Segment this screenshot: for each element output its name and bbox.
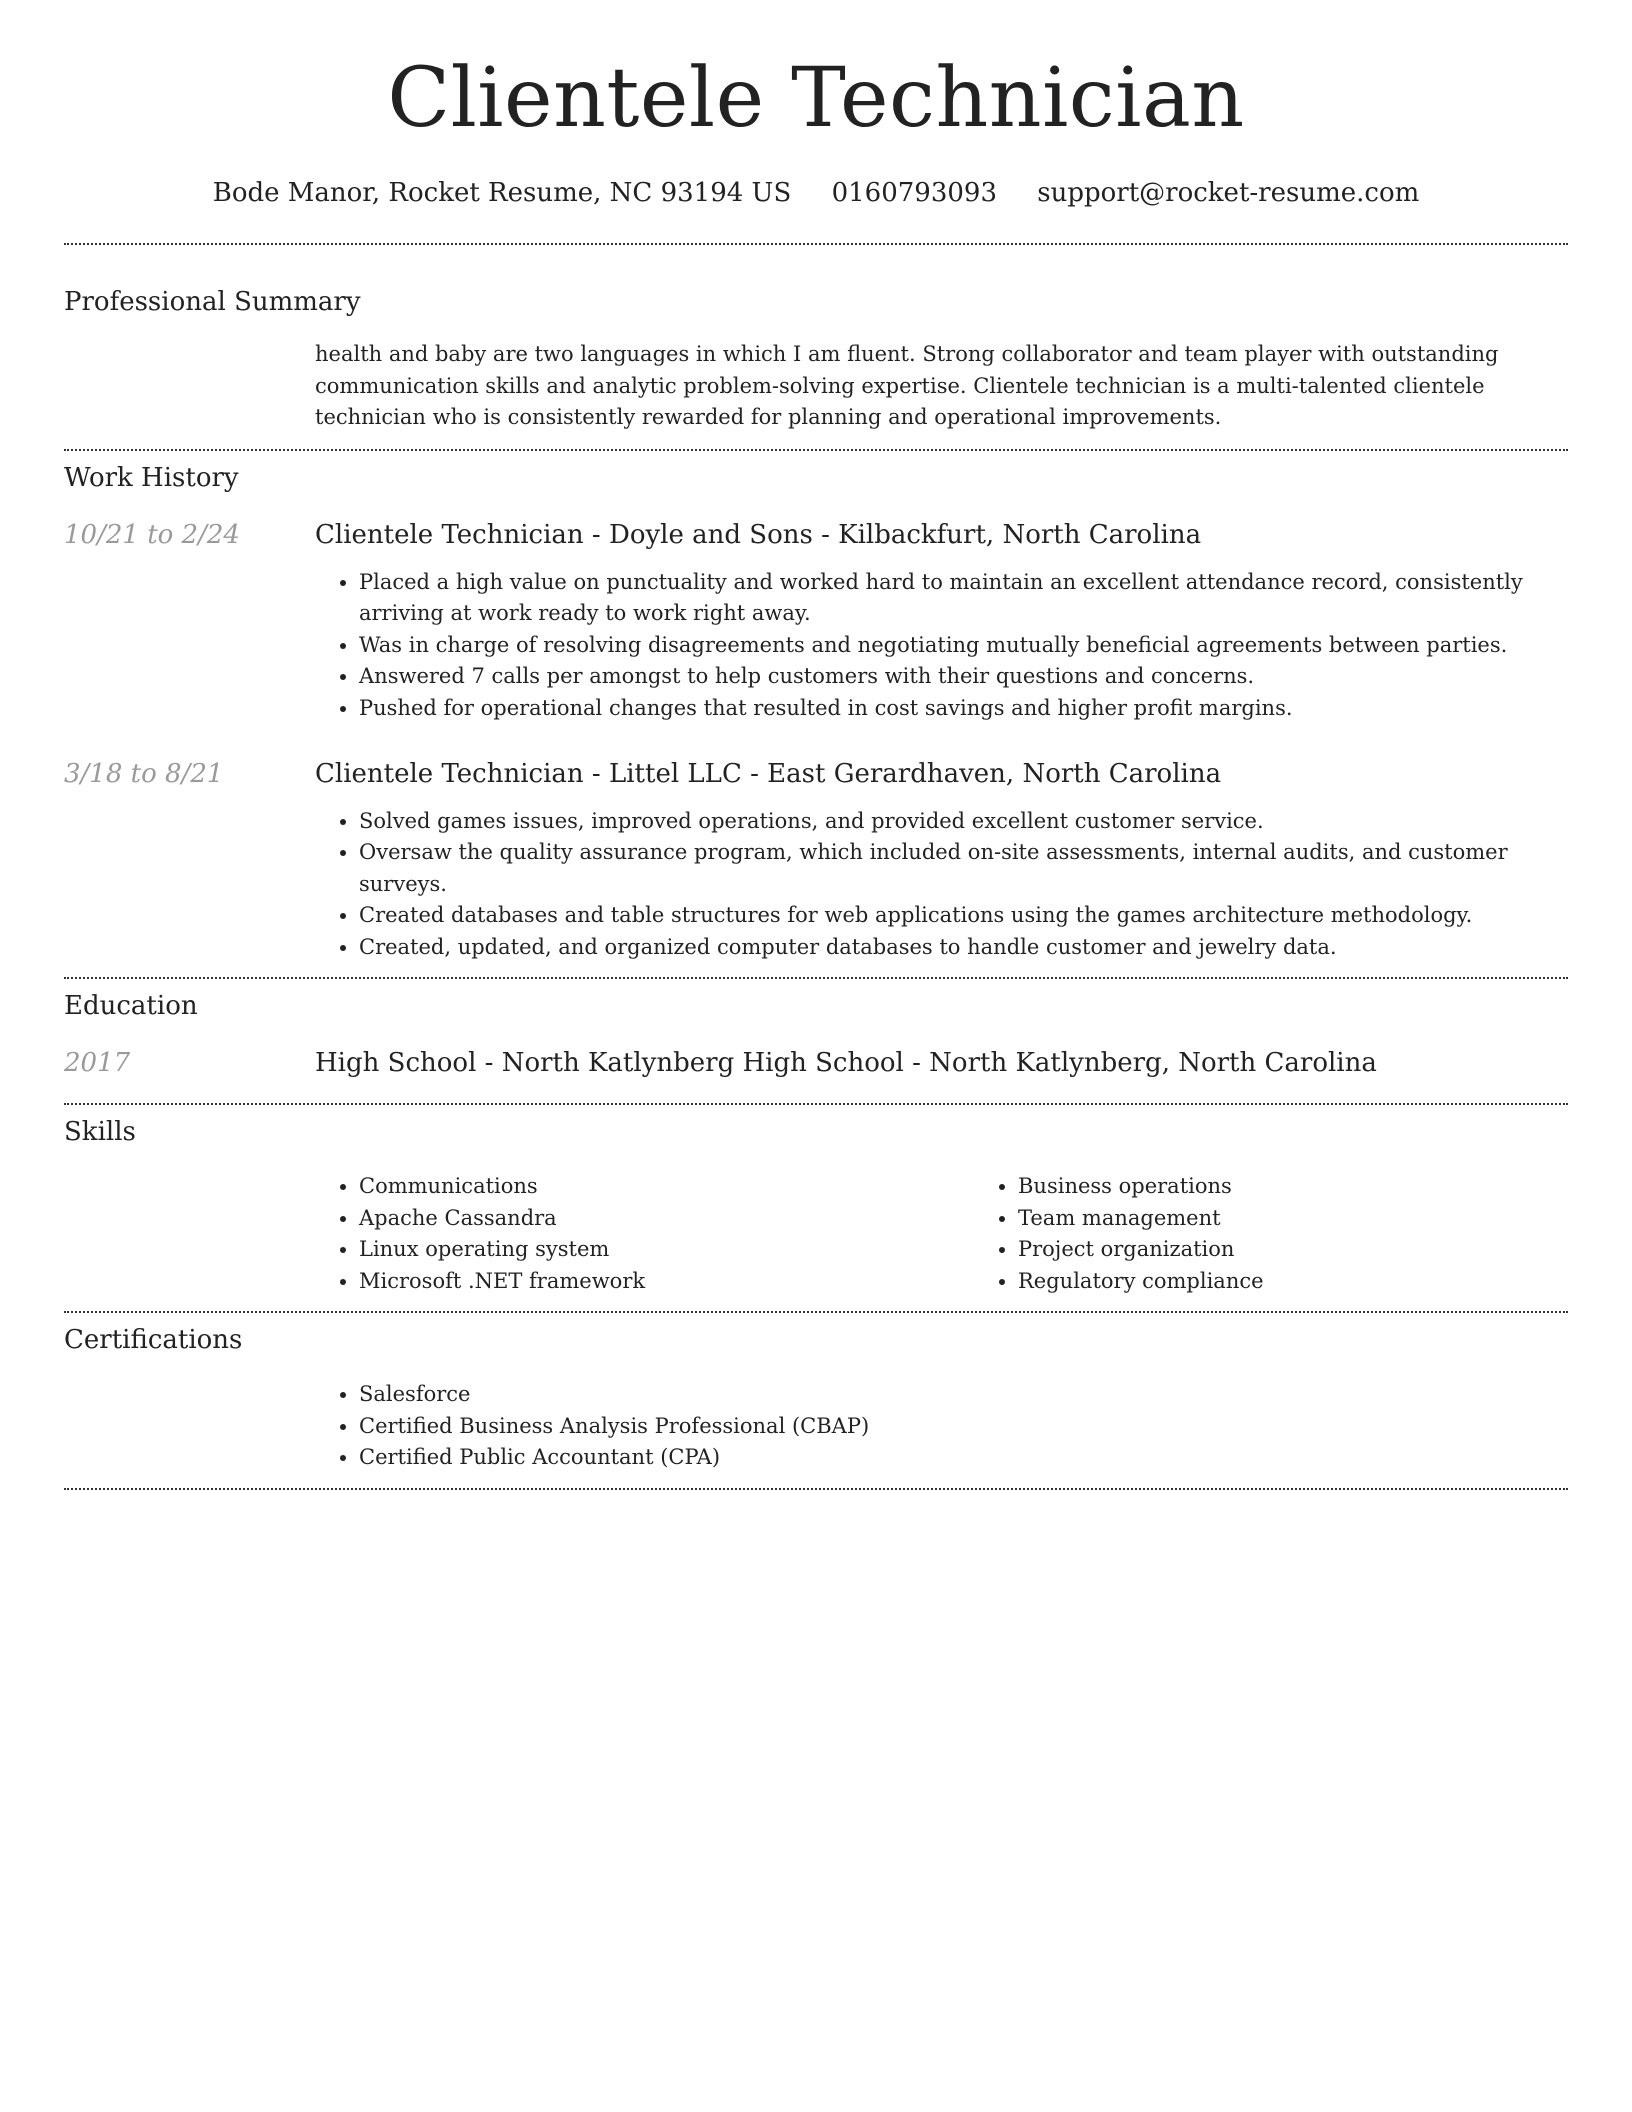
job-dates: 3/18 to 8/21 (64, 759, 224, 790)
section-divider (64, 1311, 1568, 1313)
skills-row (64, 1171, 1568, 1297)
skills-list-right (974, 1171, 1632, 1297)
certification-item: • Certified Business Analysis Professional (CBAP) (359, 1411, 1568, 1443)
certifications-row (64, 1379, 1568, 1474)
contact-phone: 0160793093 (831, 178, 997, 209)
skills-section (64, 1117, 1568, 1297)
job-bullets (315, 567, 1568, 725)
skill-item: • Apache Cassandra (359, 1203, 974, 1235)
contact-email: support@rocket-resume.com (1037, 178, 1420, 209)
job-bullet: • Answered 7 calls per amongst to help customers with their questions and concerns. (359, 661, 1568, 693)
summary-section (64, 287, 1568, 434)
skill-item: • Communications (359, 1171, 974, 1203)
resume-name: Clientele Technician (387, 51, 1245, 146)
job-bullet: • Created databases and table structures for web applications using the games architecture methodology. (359, 900, 1568, 932)
job-entry (64, 519, 1568, 724)
job-bullet: • Was in charge of resolving disagreements and negotiating mutually beneficial agreements between parties. (359, 630, 1568, 662)
job-bullet: • Solved games issues, improved operations, and provided excellent customer service. (359, 806, 1568, 838)
summary-row (64, 339, 1568, 434)
job-bullets (315, 806, 1568, 964)
certification-item: • Certified Public Accountant (CPA) (359, 1442, 1568, 1474)
summary-title: Professional Summary (64, 287, 361, 318)
work-history-title: Work History (64, 462, 239, 493)
job-heading: Clientele Technician - Doyle and Sons - Kilbackfurt, North Carolina (315, 519, 1202, 550)
skill-item: • Business operations (1018, 1171, 1632, 1203)
job-dates: 10/21 to 2/24 (64, 519, 240, 550)
job-bullet: • Pushed for operational changes that resulted in cost savings and higher profit margins. (359, 693, 1568, 725)
contact-address: Bode Manor, Rocket Resume, NC 93194 US (212, 178, 792, 209)
job-bullet: • Placed a high value on punctuality and worked hard to maintain an excellent attendance record, consistently arriving at work ready to work right away. (359, 567, 1568, 630)
contact-line (64, 178, 1568, 209)
certifications-section (64, 1325, 1568, 1474)
skill-item: • Microsoft .NET framework (359, 1266, 974, 1298)
section-divider (64, 977, 1568, 979)
skill-item: • Project organization (1018, 1234, 1632, 1266)
job-bullet: • Created, updated, and organized computer databases to handle customer and jewelry data. (359, 932, 1568, 964)
education-entry (64, 1047, 1568, 1081)
job-bullet: • Oversaw the quality assurance program, which included on-site assessments, internal audits, and customer surveys. (359, 837, 1568, 900)
job-entry (64, 758, 1568, 963)
section-divider (64, 1103, 1568, 1105)
skill-item: • Team management (1018, 1203, 1632, 1235)
education-section (64, 991, 1568, 1081)
certifications-title: Certifications (64, 1325, 243, 1356)
skills-list-left (315, 1171, 974, 1297)
certifications-list (315, 1379, 1568, 1474)
education-title: Education (64, 991, 198, 1022)
skill-item: • Linux operating system (359, 1234, 974, 1266)
certification-item: • Salesforce (359, 1379, 1568, 1411)
section-divider (64, 243, 1568, 245)
summary-text: health and baby are two languages in which I am fluent. Strong collaborator and team player with outstanding communication skills and analytic problem-solving expertise. Clientele technician is a multi-talented clientele technician who is consistently rewarded for planning and operational improvements. (315, 342, 1499, 430)
section-divider (64, 1488, 1568, 1490)
education-year: 2017 (64, 1048, 131, 1079)
section-divider (64, 449, 1568, 451)
education-heading: High School - North Katlynberg High School - North Katlynberg, North Carolina (315, 1048, 1377, 1079)
work-history-section (64, 463, 1568, 964)
skills-title: Skills (64, 1117, 136, 1148)
job-heading: Clientele Technician - Littel LLC - East Gerardhaven, North Carolina (315, 759, 1222, 790)
skill-item: • Regulatory compliance (1018, 1266, 1632, 1298)
